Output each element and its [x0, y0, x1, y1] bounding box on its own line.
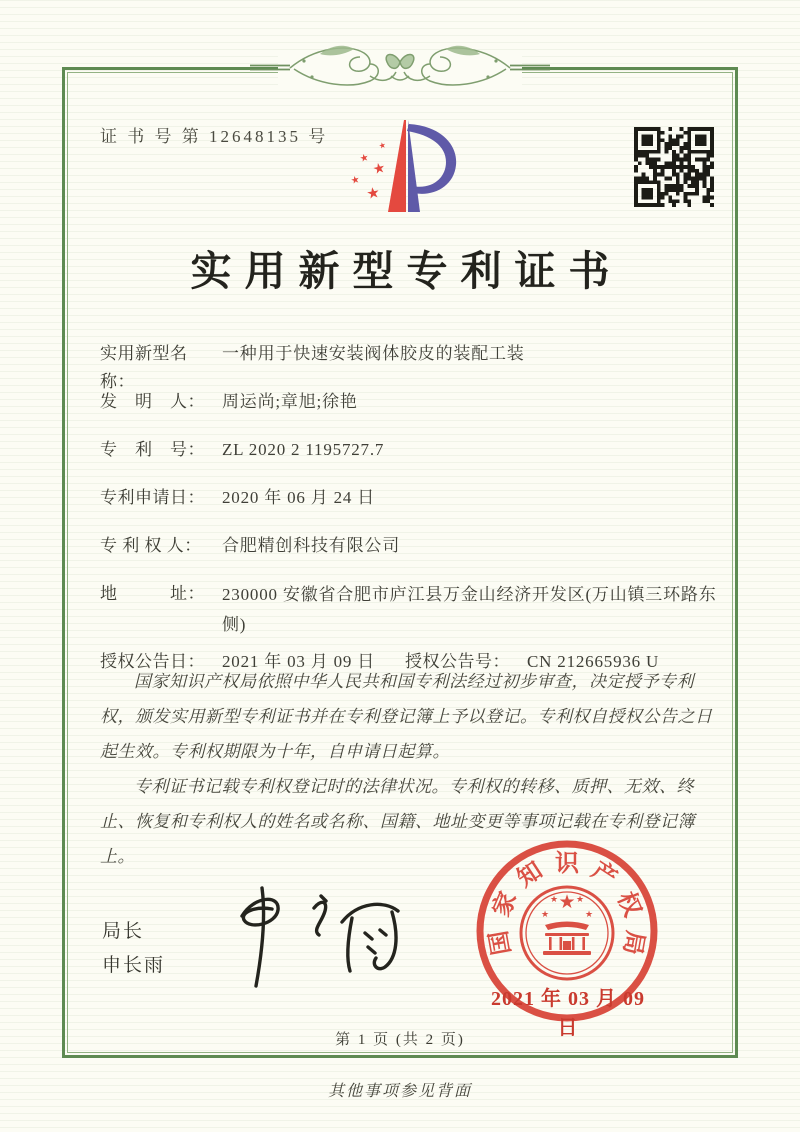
- certificate-fields: [100, 340, 722, 676]
- signer-title: 局长: [102, 921, 145, 942]
- field-label: 专利申请日：: [100, 488, 205, 507]
- field-value: 周运尚;章旭;徐艳: [222, 392, 358, 411]
- green-scroll-ornament-icon: [250, 40, 550, 96]
- field-label: 专 利 权 人：: [100, 536, 202, 555]
- svg-text:国: 国: [484, 928, 516, 958]
- svg-text:局: 局: [618, 928, 650, 958]
- field-value: 一种用于快速安装阀体胶皮的装配工装: [222, 344, 525, 363]
- svg-text:★: ★: [364, 183, 382, 204]
- legal-paragraph-2: 专利证书记载专利权登记时的法律状况。专利权的转移、质押、无效、终止、恢复和专利权人的姓名或名称、国籍、地址变更等事项记载在专利登记簿上。: [100, 777, 695, 866]
- svg-text:★: ★: [558, 891, 576, 913]
- field-label-grant-date: 授权公告日：: [100, 652, 205, 671]
- svg-text:★: ★: [377, 140, 387, 151]
- certificate-number: 证 书 号 第 12648135 号: [100, 127, 329, 146]
- field-label: 地 址：: [100, 584, 205, 603]
- field-label-grant-number: 授权公告号：: [405, 652, 510, 671]
- cnipa-patent-logo-icon: [335, 112, 485, 238]
- back-side-note: 其他事项参见背面: [327, 1083, 472, 1100]
- director-handwritten-signature-icon: [222, 878, 417, 996]
- svg-text:知: 知: [511, 855, 548, 893]
- field-patent-number: [100, 436, 722, 464]
- field-value: 合肥精创科技有限公司: [222, 536, 400, 555]
- page-number: 第 1 页 (共 2 页): [335, 1032, 465, 1048]
- svg-text:权: 权: [611, 887, 648, 921]
- svg-text:★: ★: [371, 159, 387, 179]
- field-label: 发 明 人：: [100, 392, 205, 411]
- seal-date: 2021 年 03 月 09 日: [491, 988, 645, 1039]
- svg-text:家: 家: [486, 887, 523, 921]
- field-value: 2020 年 06 月 24 日: [222, 488, 376, 507]
- field-value: ZL 2020 2 1195727.7: [222, 440, 385, 459]
- svg-text:★: ★: [349, 174, 362, 187]
- field-filing-date: [100, 484, 722, 512]
- field-address: [100, 580, 722, 640]
- svg-text:★: ★: [584, 910, 594, 920]
- svg-text:识: 识: [555, 849, 579, 877]
- field-label: 专 利 号：: [100, 440, 205, 459]
- qr-code: [634, 127, 714, 207]
- field-value: 230000 安徽省合肥市庐江县万金山经济开发区(万山镇三环路东侧): [222, 585, 717, 634]
- svg-text:★: ★: [575, 895, 585, 905]
- signer-name: 申长雨: [102, 955, 166, 976]
- field-label: 实用新型名称：: [100, 344, 188, 391]
- field-patentee: [100, 532, 722, 560]
- field-inventors: [100, 388, 722, 416]
- svg-text:产: 产: [586, 855, 623, 893]
- certificate-title: 实用新型专利证书: [190, 248, 623, 294]
- legal-paragraph-1: 国家知识产权局依照中华人民共和国专利法经过初步审查，决定授予专利权，颁发实用新型专利证书并在专利登记簿上予以登记。专利权自授权公告之日起生效。专利权期限为十年，自申请日起算。: [100, 672, 713, 761]
- svg-text:★: ★: [540, 910, 550, 920]
- svg-text:★: ★: [358, 152, 371, 165]
- field-value-grant-date: 2021 年 03 月 09 日: [222, 652, 376, 671]
- field-value-grant-number: CN 212665936 U: [527, 652, 660, 671]
- field-utility-model-name: [100, 340, 722, 391]
- svg-text:★: ★: [549, 895, 559, 905]
